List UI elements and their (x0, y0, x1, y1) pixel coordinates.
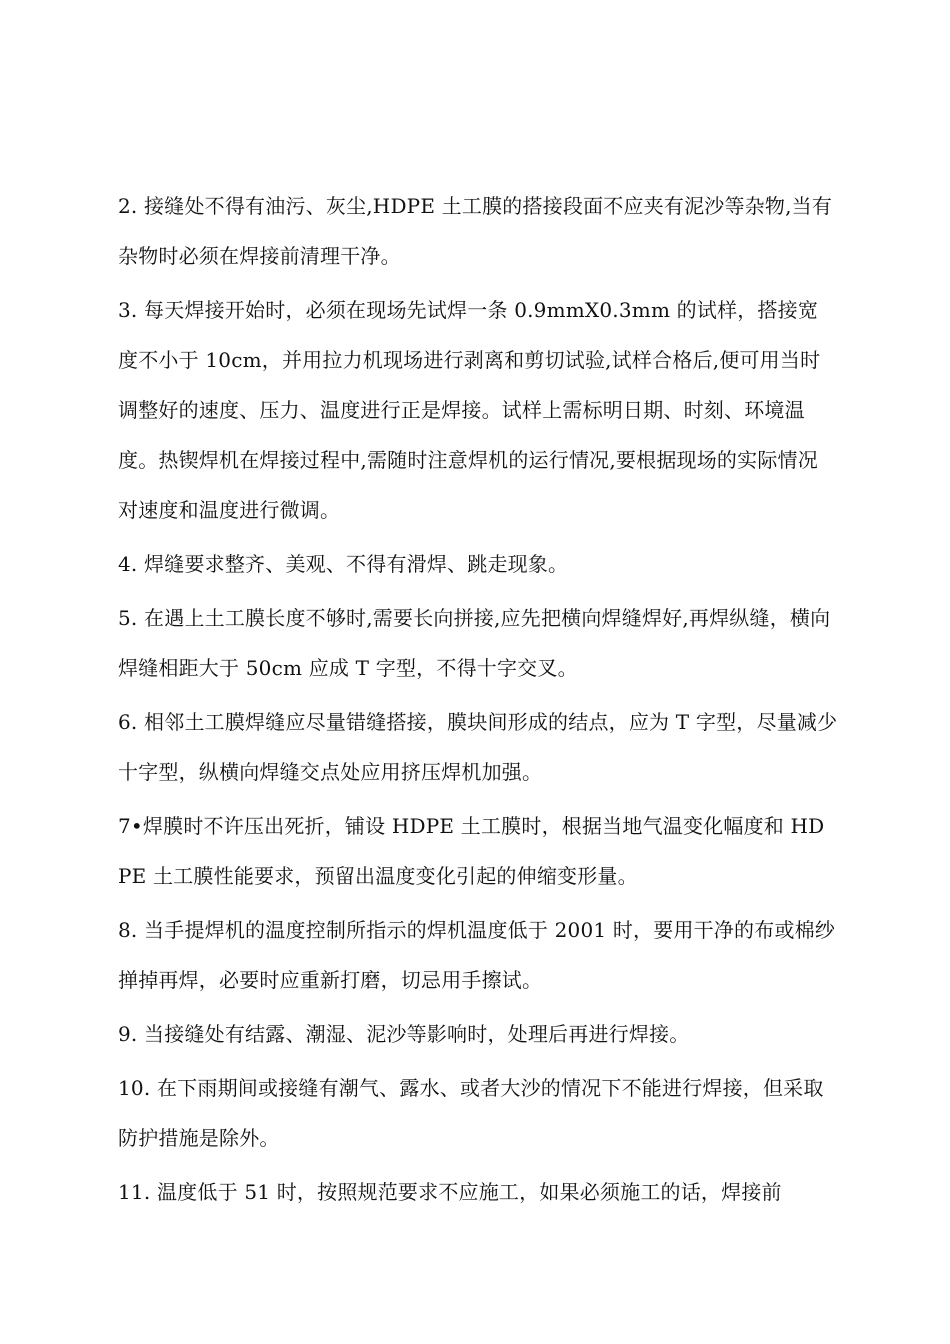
paragraph-3: 3. 每天焊接开始时，必须在现场先试焊一条 0.9mmX0.3mm 的试样，搭接宽度不小于 10cm，并用拉力机现场进行剥离和剪切试验,试样合格后,便可用当时调整好的速度、压力、温度进行正是焊接。试样上需标明日期、时刻、环境温度。热锲焊机在焊接过程中,需随时注意焊机的运行情况,要根据现场的实际情况对速度和温度进行微调。 (118, 298, 821, 522)
paragraph-4: 4. 焊缝要求整齐、美观、不得有滑焊、跳走现象。 (118, 552, 569, 576)
paragraph-6: 6. 相邻土工膜焊缝应尽量错缝搭接，膜块间形成的结点，应为 T 字型，尽量减少十字型，纵横向焊缝交点处应用挤压焊机加强。 (118, 710, 838, 784)
paragraph-8: 8. 当手提焊机的温度控制所指示的焊机温度低于 2001 时，要用干净的布或棉纱掸掉再焊，必要时应重新打磨，切忌用手擦试。 (118, 918, 836, 992)
paragraph-10: 10. 在下雨期间或接缝有潮气、露水、或者大沙的情况下不能进行焊接，但采取防护措施是除外。 (118, 1076, 824, 1150)
document-body (118, 181, 838, 1221)
paragraph-7: 7•焊膜时不许压出死折，铺设 HDPE 土工膜时，根据当地气温变化幅度和 HDPE 土工膜性能要求，预留出温度变化引起的伸缩变形量。 (118, 814, 825, 888)
paragraph-5: 5. 在遇上土工膜长度不够时,需要长向拼接,应先把横向焊缝焊好,再焊纵缝，横向焊缝相距大于 50cm 应成 T 字型，不得十字交叉。 (118, 606, 831, 680)
paragraph-2: 2. 接缝处不得有油污、灰尘,HDPE 土工膜的搭接段面不应夹有泥沙等杂物,当有杂物时必须在焊接前清理干净。 (118, 194, 833, 268)
paragraph-11: 11. 温度低于 51 时，按照规范要求不应施工，如果必须施工的话，焊接前 (118, 1180, 782, 1204)
paragraph-9: 9. 当接缝处有结露、潮湿、泥沙等影响时，处理后再进行焊接。 (118, 1022, 690, 1046)
